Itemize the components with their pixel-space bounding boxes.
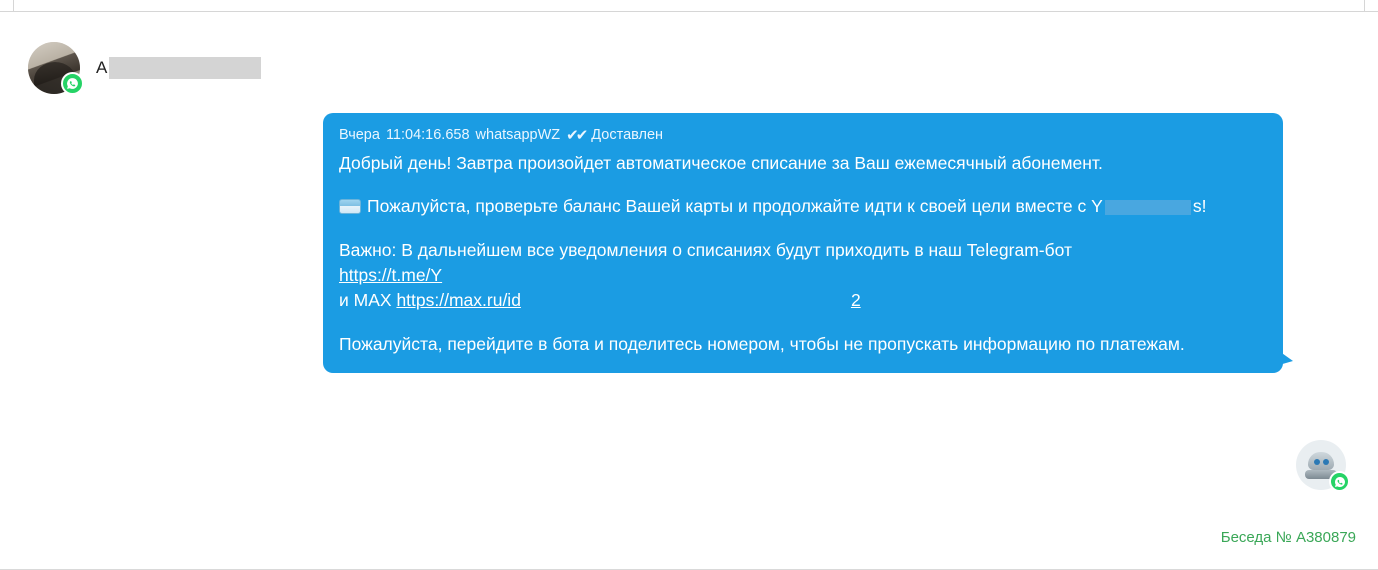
max-link-suffix: 2 xyxy=(850,290,861,311)
whatsapp-icon xyxy=(1329,471,1350,492)
brand-suffix: s! xyxy=(1192,196,1207,217)
message-balance-text: Пожалуйста, проверьте баланс Вашей карты и продолжайте идти к своей цели вместе с xyxy=(367,196,1087,217)
contact-name-text: A xyxy=(96,58,108,77)
message-paragraph-important: Важно: В дальнейшем все уведомления о списаниях будут приходить в наш Telegram-бот xyxy=(339,239,1072,260)
whatsapp-icon xyxy=(61,72,84,95)
message-time: 11:04:16.658 xyxy=(385,127,470,144)
message-paragraph-greeting: Добрый день! Завтра произойдет автоматическое списание за Ваш ежемесячный абонемент. xyxy=(339,152,1103,173)
bot-sender[interactable] xyxy=(1296,440,1350,494)
max-link-line xyxy=(339,288,1263,313)
max-link[interactable]: https://max.ru/id xyxy=(396,290,521,311)
window-top-strip xyxy=(0,0,1378,12)
max-prefix-text: и MAX xyxy=(339,290,392,311)
contact-avatar[interactable] xyxy=(28,42,80,94)
contact-name-redaction xyxy=(109,57,261,79)
message-channel: whatsappWZ xyxy=(475,127,561,144)
top-strip-left-segment xyxy=(0,0,14,11)
robot-eye-right xyxy=(1323,459,1329,465)
message-paragraph-balance xyxy=(339,194,1263,219)
top-strip-right-segment xyxy=(1364,0,1378,11)
conversation-number: Беседа № A380879 xyxy=(1220,529,1356,546)
robot-eye-left xyxy=(1314,459,1320,465)
telegram-bot-link[interactable]: https://t.me/Y xyxy=(339,264,443,285)
message-meta xyxy=(339,125,1263,147)
brand-redaction xyxy=(1105,200,1191,215)
paragraph-spacer-2 xyxy=(339,220,1263,238)
max-link-redaction xyxy=(521,295,851,309)
message-bubble[interactable] xyxy=(323,113,1283,373)
robot-head-dome xyxy=(1308,452,1334,470)
contact-header[interactable] xyxy=(28,42,261,94)
message-status: Доставлен xyxy=(591,127,664,144)
message-paragraph-call-to-action: Пожалуйста, перейдите в бота и поделитесь номером, чтобы не пропускать информацию по платежам. xyxy=(339,333,1185,354)
delivered-ticks-icon: ✔✔ xyxy=(566,127,586,144)
contact-name xyxy=(96,57,261,79)
paragraph-spacer-3 xyxy=(339,314,1263,332)
paragraph-spacer xyxy=(339,176,1263,194)
telegram-link-line xyxy=(339,263,1263,288)
credit-card-icon xyxy=(339,199,361,214)
message-date: Вчера xyxy=(339,127,380,144)
brand-prefix: Y xyxy=(1091,196,1103,217)
